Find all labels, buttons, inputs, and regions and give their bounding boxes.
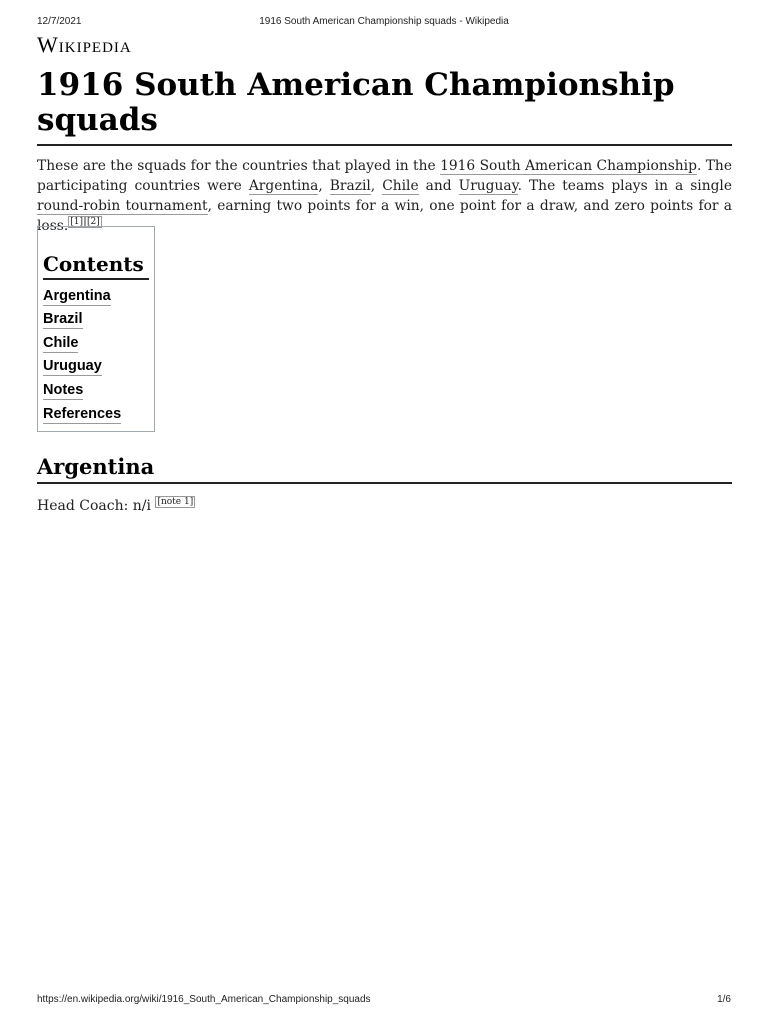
page-number: 1/6 (717, 994, 731, 1005)
print-footer (37, 994, 731, 1008)
toc-item-chile[interactable]: Chile (43, 335, 79, 351)
link-argentina[interactable]: Argentina (248, 178, 319, 194)
intro-text-2: . The participating countries were (37, 158, 732, 194)
intro-text-6: . The teams plays in a single (517, 178, 732, 194)
toc-item-notes[interactable]: Notes (43, 382, 84, 398)
toc-item-uruguay[interactable]: Uruguay (43, 358, 102, 374)
section-heading-argentina: Argentina (37, 453, 732, 484)
link-brazil[interactable]: Brazil (329, 178, 371, 194)
toc-item-references[interactable]: References (43, 406, 122, 422)
print-url: https://en.wikipedia.org/wiki/1916_South_American_Championship_squads (37, 994, 371, 1005)
page-title: 1916 South American Championship squads (37, 68, 732, 146)
toc-title: Contents (43, 251, 149, 280)
print-header (37, 16, 731, 30)
reference-link-1[interactable]: [1] (70, 217, 84, 227)
intro-paragraph (37, 156, 732, 236)
head-coach-line (37, 496, 195, 516)
link-1916-south-american-championship[interactable]: 1916 South American Championship (440, 158, 697, 174)
wikipedia-wordmark-logo[interactable]: Wikipedia (37, 32, 132, 57)
intro-text-1: These are the squads for the countries that played in the (37, 158, 441, 174)
intro-text-5: and (418, 178, 459, 194)
link-chile[interactable]: Chile (382, 178, 419, 194)
head-coach-text: Head Coach: n/i (37, 498, 156, 514)
intro-text-3: , (318, 178, 330, 194)
intro-text-7: , earning two points for a win, one point for a draw, and zero points for a loss. (37, 198, 732, 234)
print-date: 12/7/2021 (37, 16, 82, 27)
toc-item-argentina[interactable]: Argentina (43, 288, 111, 304)
link-round-robin-tournament[interactable]: round-robin tournament (37, 198, 208, 214)
note-reference-link[interactable]: [note 1] (157, 497, 194, 507)
print-page-title: 1916 South American Championship squads - Wikipedia (259, 16, 509, 27)
toc-item-brazil[interactable]: Brazil (43, 311, 83, 327)
intro-text-4: , (370, 178, 383, 194)
reference-link-2[interactable]: [2] (87, 217, 100, 227)
link-uruguay[interactable]: Uruguay (458, 178, 518, 194)
table-of-contents (37, 226, 155, 432)
